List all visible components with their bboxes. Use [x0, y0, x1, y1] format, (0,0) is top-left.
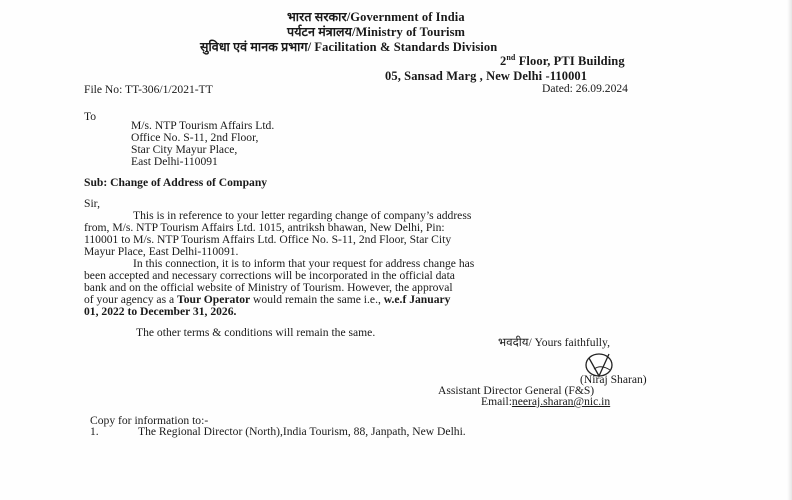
recipient-line: M/s. NTP Tourism Affairs Ltd.	[131, 119, 275, 132]
subject-line: Sub: Change of Address of Company	[84, 176, 268, 189]
floor-suffix: nd	[506, 52, 516, 62]
header-address-floor	[500, 54, 625, 69]
email-link[interactable]: neeraj.sharan@nic.in	[511, 395, 611, 408]
para1-line: Mayur Place, East Delhi-110091.	[84, 245, 239, 258]
salutation: Sir,	[84, 197, 100, 210]
header-govt: भारत सरकार/Government of India	[287, 10, 465, 24]
floor-number: 2	[500, 54, 507, 68]
para2-text: would remain the same i.e.,	[250, 293, 384, 306]
file-number: File No: TT-306/1/2021-TT	[84, 83, 213, 96]
copy-item-text: The Regional Director (North),India Tourism, 88, Janpath, New Delhi.	[138, 425, 466, 438]
para3-text: The other terms & conditions will remain the same.	[136, 326, 376, 339]
copy-heading: Copy for information to:-	[90, 414, 209, 427]
para1-line: 110001 to M/s. NTP Tourism Affairs Ltd. Office No. S-11, 2nd Floor, Star City	[84, 233, 452, 246]
copy-item-number: 1.	[90, 425, 99, 438]
signatory-designation: Assistant Director General (F&S)	[438, 384, 595, 397]
email-label: Email:	[481, 395, 512, 408]
tour-operator-bold: Tour Operator	[177, 293, 251, 306]
to-label: To	[84, 110, 97, 123]
signatory-email	[481, 396, 610, 409]
validity-end-bold: 01, 2022 to December 31, 2026.	[84, 305, 237, 318]
validity-start-bold: w.e.f January	[383, 293, 451, 306]
recipient-line: Star City Mayur Place,	[131, 143, 238, 156]
recipient-line: Office No. S-11, 2nd Floor,	[131, 131, 259, 144]
para2-line: In this connection, it is to inform that your request for address change has	[133, 257, 475, 270]
para2-line: been accepted and necessary corrections will be incorporated in the official data	[84, 269, 455, 282]
para2-text: of your agency as a	[84, 293, 178, 306]
signatory-name: (Niraj Sharan)	[580, 373, 647, 386]
header-ministry: पर्यटन मंत्रालय/Ministry of Tourism	[287, 25, 466, 39]
closing-line: भवदीय/ Yours faithfully,	[498, 336, 610, 349]
para1-line: This is in reference to your letter regarding change of company’s address	[133, 209, 472, 222]
para2-line: bank and on the official website of Ministry of Tourism. However, the approval	[84, 281, 453, 294]
header-address-street: 05, Sansad Marg , New Delhi -110001	[385, 69, 588, 83]
letter-date: Dated: 26.09.2024	[542, 82, 628, 95]
floor-building: Floor, PTI Building	[515, 54, 625, 68]
para1-line: from, M/s. NTP Tourism Affairs Ltd. 1015, antriksh bhawan, New Delhi, Pin:	[84, 221, 445, 234]
recipient-line: East Delhi-110091	[131, 155, 218, 168]
page-edge-shadow	[787, 0, 792, 500]
header-division: सुविधा एवं मानक प्रभाग/ Facilitation & Standards Division	[200, 40, 498, 54]
